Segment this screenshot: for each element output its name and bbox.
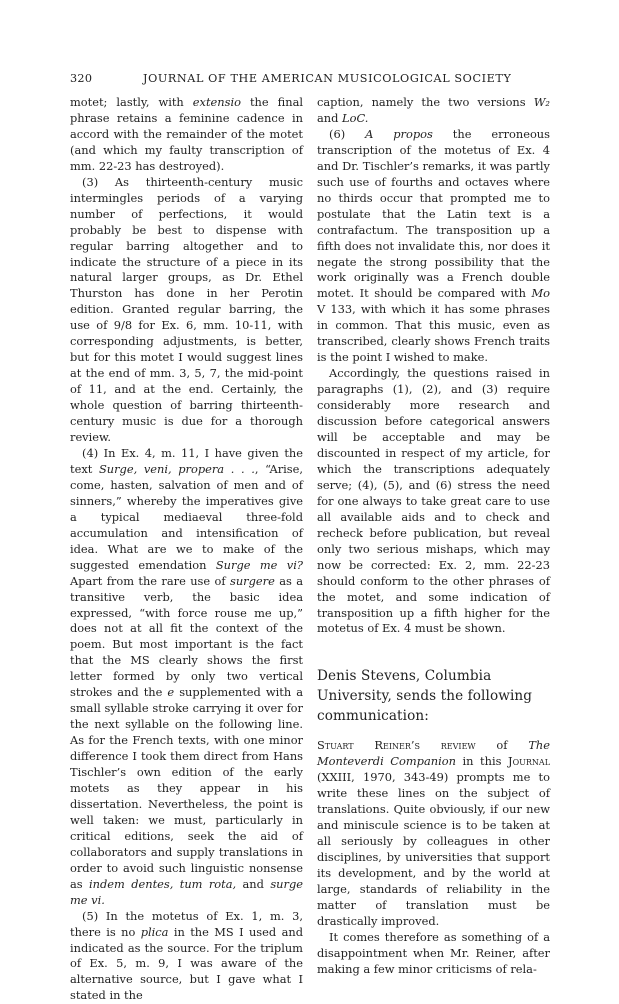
left-column [70, 95, 303, 1004]
paragraph-continuation: caption, namely the two versions W₂ and LoC. [317, 95, 550, 125]
running-header [70, 72, 560, 88]
paragraph-continuation: motet; lastly, with extensio the final phrase retains a feminine cadence in accord with the remainder of the motet (and which my faulty transcription of mm. 22-23 has destroyed). [70, 95, 303, 173]
paragraph-3: (3) As thirteenth-century music intermingles periods of a varying number of perfections, it would probably be best to dispense with regular barring altogether and to indicate the structure of a piece in its natural larger groups, as Dr. Ethel Thurston has done in her Perotin edition. Granted regular barring, the use of 9/8 for Ex. 6, mm. 10-11, with corresponding adjustments, is better, but for this motet I would suggest lines at the end of mm. 3, 5, 7, the mid-point of 11, and at the end. Certainly, the whole question of barring thirteenth-century music is due for a thorough review. [70, 174, 303, 445]
paragraph-5: (5) In the motetus of Ex. 1, m. 3, there is no plica in the MS I used and indicated as the source. For the triplum of Ex. 5, m. 9, I was aware of the alternative source, but I gave what I stated in the [70, 908, 303, 1003]
paragraph-4: (4) In Ex. 4, m. 11, I have given the text Surge, veni, propera . . ., “Arise, come, hasten, salvation of men and of sinners,” whereby the imperatives give a typical mediaeval three-fold accumulation and intensification of idea. What are we to make of the suggested emendation Surge me vi? Apart from the rare use of surgere as a transitive verb, the basic idea expressed, “with force rouse me up,” does not at all fit the context of the poem. But most important is the fact that the MS clearly shows the first letter formed by only two vertical strokes and the e supplemented with a small syllable stroke carrying it over for the next syllable on the following line. As for the French texts, with one minor difference I took them direct from Hans Tischler’s own edition of the early motets as they appear in his dissertation. Nevertheless, the point is well taken: we must, particularly in critical editions, seek the aid of collaborators and supply translations in order to avoid such linguistic nonsense as indem dentes, tum rota, and surge me vi. [70, 445, 304, 907]
journal-title: JOURNAL OF THE AMERICAN MUSICOLOGICAL SOCIETY [143, 72, 512, 85]
section-heading: Denis Stevens, Columbia University, sends the following communication: [317, 668, 533, 725]
paragraph-conclusion: Accordingly, the questions raised in paragraphs (1), (2), and (3) require considerably more research and discussion before categorical answers will be acceptable and may be discounted in respect of my article, for which the transcriptions adequately serve; (4), (5), and (6) stress the need for one always to take great care to use all available aids and to check and recheck before publication, but reveal only two serious mishaps, which may now be corrected: Ex. 2, mm. 22-23 should conform to the other phrases of the motet, and some indication of transposition up a fifth higher for the motetus of Ex. 4 must be shown. [317, 366, 550, 636]
paragraph-communication: Stuart Reiner’s review of The Monteverdi Companion in this Journal (XXIII, 1970, 343-49) prompts me to write these lines on the subject of translations. Quite obviously, if our new and miniscule science is to be taken at all seriously by colleagues in other disciplines, by universities that support its development, and by the world at large, standards of reliability in the matter of translation must be drastically improved. [317, 738, 551, 928]
paragraph-6: (6) A propos the erroneous transcription of the motetus of Ex. 4 and Dr. Tischler’s remarks, it was partly such use of fourths and octaves where no thirds occur that prompted me to postulate that the Latin text is a contrafactum. The transposition up a fifth does not invalidate this, nor does it negate the strong possibility that the work originally was a French double motet. It should be compared with Mo V 133, with which it has some phrases in common. That this music, even as transcribed, clearly shows French traits is the point I wished to make. [317, 126, 550, 365]
page-number: 320 [70, 72, 93, 85]
right-column [317, 95, 550, 978]
paragraph-final: It comes therefore as something of a disappointment when Mr. Reiner, after making a few minor criticisms of rela- [317, 929, 550, 976]
